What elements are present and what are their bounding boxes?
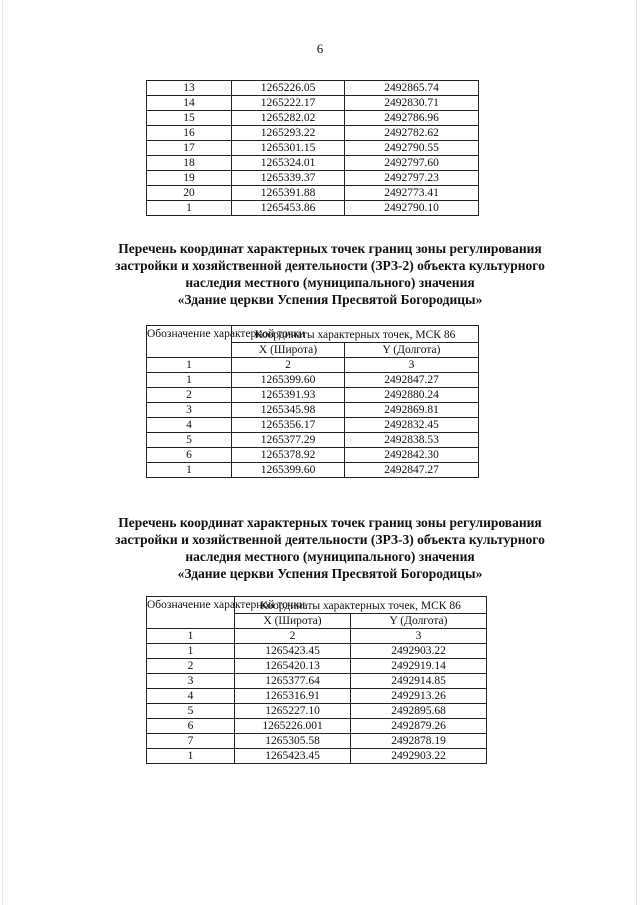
y-coordinate-cell: 2492880.24 [345,388,479,403]
point-number-cell: 3 [147,674,235,689]
page-number: 6 [316,41,324,56]
point-number-cell: 6 [147,448,232,463]
table-row [147,171,479,186]
x-coordinate-cell: 1265345.98 [232,403,345,418]
table-body [147,644,487,764]
x-coordinate-cell: 1265316.91 [235,689,351,704]
table-row [147,734,487,749]
point-number-cell: 1 [147,463,232,478]
point-number-cell: 1 [147,373,232,388]
point-number-cell: 4 [147,689,235,704]
y-coordinate-cell: 2492830.71 [345,96,479,111]
x-coordinate-cell: 1265377.29 [232,433,345,448]
table-row [147,433,479,448]
table-row [147,749,487,764]
point-number-cell: 5 [147,704,235,719]
table-row [147,186,479,201]
y-coordinate-cell: 2492919.14 [351,659,487,674]
point-number-cell: 1 [147,201,232,216]
point-number-cell: 7 [147,734,235,749]
header-y-label: Y (Долгота) [351,614,487,629]
table-row [147,719,487,734]
y-coordinate-cell: 2492782.62 [345,126,479,141]
table-body [147,81,479,216]
heading-line: наследия местного (муниципального) значения [185,275,475,290]
header-coords-label: Координаты характерных точек, МСК 86 [235,597,487,614]
point-number-cell: 1 [147,644,235,659]
coordinates-table-zrz2 [146,325,479,478]
y-coordinate-cell: 2492790.55 [345,141,479,156]
table-row [147,388,479,403]
y-coordinate-cell: 2492847.27 [345,463,479,478]
column-number: 2 [235,629,351,644]
heading-line: застройки и хозяйственной деятельности (ЗРЗ-2) объекта культурного [115,258,545,273]
header-x-label: X (Широта) [232,343,345,358]
scan-edge-left [2,0,3,905]
point-number-cell: 5 [147,433,232,448]
y-coordinate-cell: 2492903.22 [351,749,487,764]
x-coordinate-cell: 1265423.45 [235,749,351,764]
x-coordinate-cell: 1265301.15 [232,141,345,156]
x-coordinate-cell: 1265378.92 [232,448,345,463]
table-row [147,126,479,141]
y-coordinate-cell: 2492773.41 [345,186,479,201]
table-row [147,674,487,689]
y-coordinate-cell: 2492786.96 [345,111,479,126]
section-heading-zrz3 [40,514,620,582]
section-heading-zrz2 [40,240,620,308]
table-row [147,96,479,111]
y-coordinate-cell: 2492869.81 [345,403,479,418]
point-number-cell: 14 [147,96,232,111]
x-coordinate-cell: 1265356.17 [232,418,345,433]
table-row [147,201,479,216]
y-coordinate-cell: 2492913.26 [351,689,487,704]
header-y-label: Y (Долгота) [345,343,479,358]
header-coords-label: Координаты характерных точек, МСК 86 [232,326,479,343]
y-coordinate-cell: 2492914.85 [351,674,487,689]
x-coordinate-cell: 1265222.17 [232,96,345,111]
table-body [147,373,479,478]
table-row [147,463,479,478]
table-row [147,373,479,388]
y-coordinate-cell: 2492895.68 [351,704,487,719]
point-number-cell: 1 [147,749,235,764]
point-number-cell: 13 [147,81,232,96]
coordinates-table-zrz1-continued [146,80,479,216]
y-coordinate-cell: 2492790.10 [345,201,479,216]
header-point-label: Обозначение характерной точки [147,597,235,629]
point-number-cell: 3 [147,403,232,418]
y-coordinate-cell: 2492838.53 [345,433,479,448]
x-coordinate-cell: 1265227.10 [235,704,351,719]
point-number-cell: 4 [147,418,232,433]
point-number-cell: 20 [147,186,232,201]
table-row [147,659,487,674]
y-coordinate-cell: 2492865.74 [345,81,479,96]
table-row [147,156,479,171]
table-row [147,704,487,719]
column-number: 3 [345,358,479,373]
point-number-cell: 16 [147,126,232,141]
x-coordinate-cell: 1265226.05 [232,81,345,96]
point-number-cell: 18 [147,156,232,171]
heading-line: Перечень координат характерных точек границ зоны регулирования [118,515,542,530]
y-coordinate-cell: 2492879.26 [351,719,487,734]
heading-line: Перечень координат характерных точек границ зоны регулирования [118,241,542,256]
table-row [147,689,487,704]
y-coordinate-cell: 2492797.60 [345,156,479,171]
y-coordinate-cell: 2492847.27 [345,373,479,388]
column-number: 2 [232,358,345,373]
table-row [147,448,479,463]
x-coordinate-cell: 1265377.64 [235,674,351,689]
coordinates-table-zrz3 [146,596,487,764]
table-row [147,81,479,96]
point-number-cell: 6 [147,719,235,734]
header-x-label: X (Широта) [235,614,351,629]
table-row [147,403,479,418]
scan-edge-right [636,0,637,905]
table-row [147,418,479,433]
y-coordinate-cell: 2492878.19 [351,734,487,749]
heading-line: застройки и хозяйственной деятельности (ЗРЗ-3) объекта культурного [115,532,545,547]
y-coordinate-cell: 2492903.22 [351,644,487,659]
x-coordinate-cell: 1265399.60 [232,373,345,388]
point-number-cell: 2 [147,388,232,403]
heading-line: наследия местного (муниципального) значения [185,549,475,564]
heading-line: «Здание церкви Успения Пресвятой Богородицы» [177,566,483,581]
table-row [147,141,479,156]
column-number: 1 [147,629,235,644]
x-coordinate-cell: 1265324.01 [232,156,345,171]
point-number-cell: 2 [147,659,235,674]
y-coordinate-cell: 2492832.45 [345,418,479,433]
x-coordinate-cell: 1265391.88 [232,186,345,201]
x-coordinate-cell: 1265423.45 [235,644,351,659]
point-number-cell: 17 [147,141,232,156]
x-coordinate-cell: 1265453.86 [232,201,345,216]
x-coordinate-cell: 1265391.93 [232,388,345,403]
x-coordinate-cell: 1265226.001 [235,719,351,734]
x-coordinate-cell: 1265420.13 [235,659,351,674]
column-number: 1 [147,358,232,373]
x-coordinate-cell: 1265305.58 [235,734,351,749]
header-point-label: Обозначение характерной точки [147,326,232,358]
x-coordinate-cell: 1265282.02 [232,111,345,126]
table-row [147,111,479,126]
x-coordinate-cell: 1265339.37 [232,171,345,186]
point-number-cell: 19 [147,171,232,186]
x-coordinate-cell: 1265293.22 [232,126,345,141]
table-row [147,644,487,659]
y-coordinate-cell: 2492842.30 [345,448,479,463]
column-number: 3 [351,629,487,644]
point-number-cell: 15 [147,111,232,126]
y-coordinate-cell: 2492797.23 [345,171,479,186]
heading-line: «Здание церкви Успения Пресвятой Богородицы» [177,292,483,307]
x-coordinate-cell: 1265399.60 [232,463,345,478]
